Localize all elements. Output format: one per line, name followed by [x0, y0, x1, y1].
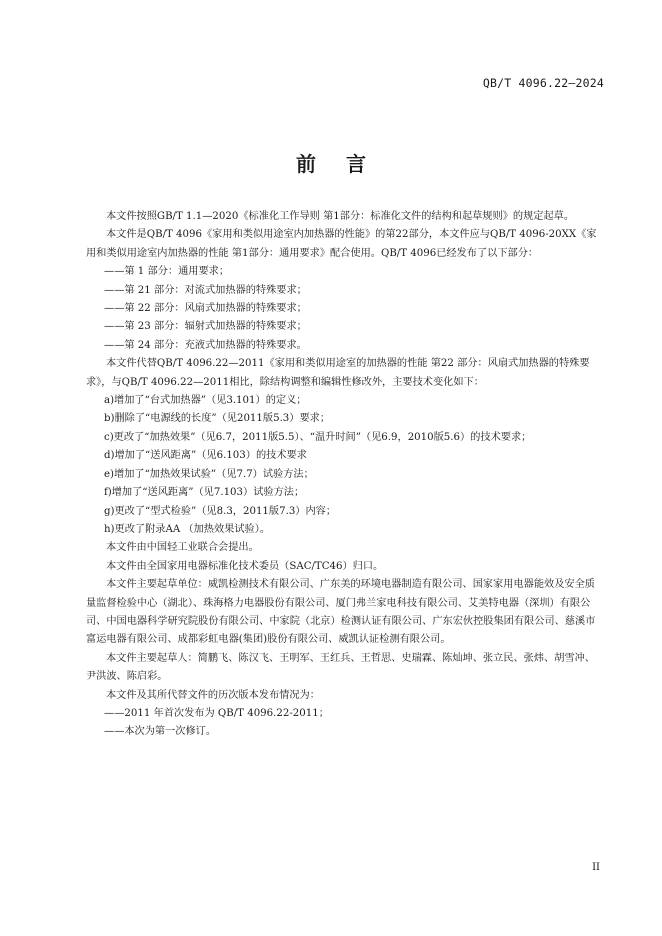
title-char-1: 前 — [296, 152, 316, 176]
list-item: ——本次为第一次修订。 — [104, 726, 217, 738]
page-title — [0, 148, 662, 177]
list-item: ——第 22 部分：风扇式加热器的特殊要求； — [104, 303, 307, 315]
paragraph-replaces: 本文件代替QB/T 4096.22—2011《家用和类似用途室的加热器的性能 第22 部分：风扇式加热器的特殊要求》，与QB/T 4096.22—2011相比，除结构调整和编辑性修改外，主要技术变化如下： — [86, 358, 590, 388]
standard-code: QB/T 4096.22—2024 — [482, 76, 604, 90]
list-item: ——第 23 部分：辐射式加热器的特殊要求； — [104, 321, 307, 333]
list-item: ——第 1 部分：通用要求； — [104, 266, 230, 278]
page-number: II — [592, 862, 600, 873]
list-item: c)更改了“加热效果”（见6.7，2011版5.5）、“温升时间”（见6.9，2010版5.6）的技术要求； — [104, 431, 532, 443]
list-item: f)增加了“送风距离”（见7.103）试验方法； — [104, 487, 305, 499]
title-char-2: 言 — [346, 152, 366, 176]
list-item: h)更改了附录AA （加热效果试验）。 — [104, 523, 271, 535]
list-item: a)增加了“台式加热器”（见3.101）的定义； — [104, 395, 307, 407]
list-item: d)增加了“送风距离”（见6.103）的技术要求 — [104, 450, 307, 462]
paragraph-drafting-rules: 本文件按照GB/T 1.1—2020《标准化工作导则 第1部分：标准化文件的结构和起草规则》的规定起草。 — [106, 211, 575, 222]
document-body — [86, 208, 604, 742]
list-item: g)更改了“型式检验”（见8.3，2011版7.3）内容； — [104, 505, 337, 517]
paragraph-part-relation: 本文件是QB/T 4096《家用和类似用途室内加热器的性能》的第22部分，本文件应与QB/T 4096-20XX《家用和类似用途室内加热器的性能 第1部分：通用要求》配合使用。QB/T 4096已经发布了以下部分： — [86, 229, 597, 259]
paragraph-history-intro: 本文件及其所代替文件的历次版本发布情况为： — [106, 689, 320, 701]
changes-list — [86, 392, 604, 539]
paragraph-centralized-by: 本文件由全国家用电器标准化技术委员（SAC/TC46）归口。 — [106, 560, 384, 572]
list-item: e)增加了“加热效果试验”（见7.7）试验方法； — [104, 468, 314, 480]
list-item: ——2011 年首次发布为 QB/T 4096.22-2011； — [104, 707, 329, 719]
list-item: ——第 24 部分：充液式加热器的特殊要求。 — [104, 339, 307, 351]
parts-list — [86, 263, 604, 355]
list-item: b)删除了“电源线的长度”（见2011版5.3）要求； — [104, 413, 331, 425]
paragraph-drafting-units: 本文件主要起草单位：威凯检测技术有限公司、广东美的环境电器制造有限公司、国家家用电器能效及安全质量监督检验中心（湖北）、珠海格力电器股份有限公司、厦门弗兰家电科技有限公司、艾美特电器（深圳）有限公司、中国电器科学研究院股份有限公司、中家院（北京）检测认证有限公司、广东宏伙控股集团有限公司、慈溪市富运电器有限公司、成都彩虹电器(集团)股份有限公司、威凯认证检测有限公司。 — [86, 579, 596, 646]
paragraph-proposed-by: 本文件由中国轻工业联合会提出。 — [106, 542, 259, 554]
history-list — [86, 705, 604, 742]
paragraph-drafters: 本文件主要起草人：简鹏飞、陈汉飞、王明军、王红兵、王哲思、史瑞霖、陈灿坤、张立民、张炜、胡雪冲、尹洪波、陈启彩。 — [86, 652, 595, 683]
list-item: ——第 21 部分：对流式加热器的特殊要求； — [104, 284, 307, 296]
